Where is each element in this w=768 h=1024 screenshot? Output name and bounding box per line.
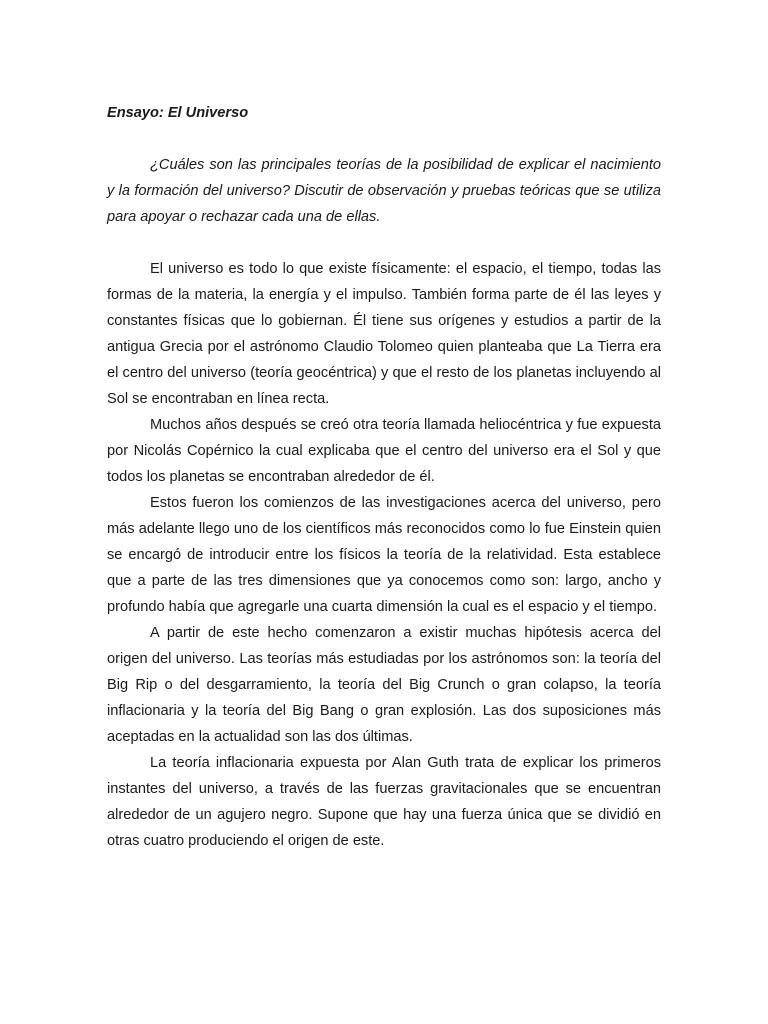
paragraph-5: La teoría inflacionaria expuesta por Alan Guth trata de explicar los primeros instantes del universo, a través de las fuerzas gravitacionales que se encuentran alrededor de un agujero negro. Supone que hay una fuerza única que se dividió en otras cuatro produciendo el origen de este.: [107, 755, 661, 849]
essay-question: ¿Cuáles son las principales teorías de la posibilidad de explicar el nacimiento y la formación del universo? Discutir de observación y pruebas teóricas que se utiliza para apoyar o rechazar cada una de ellas.: [107, 157, 661, 225]
document-page: [107, 100, 661, 854]
document-title: Ensayo: El Universo: [107, 105, 249, 121]
paragraph-2: Muchos años después se creó otra teoría llamada heliocéntrica y fue expuesta por Nicolás Copérnico la cual explicaba que el centro del universo era el Sol y que todos los planetas se encontraban alrededor de él.: [107, 417, 661, 485]
paragraph-3: Estos fueron los comienzos de las investigaciones acerca del universo, pero más adelante llego uno de los científicos más reconocidos como lo fue Einstein quien se encargó de introducir entre los físicos la teoría de la relatividad. Esta establece que a parte de las tres dimensiones que ya conocemos como son: largo, ancho y profundo había que agregarle una cuarta dimensión la cual es el espacio y el tiempo.: [107, 495, 661, 615]
paragraph-1: El universo es todo lo que existe físicamente: el espacio, el tiempo, todas las formas de la materia, la energía y el impulso. También forma parte de él las leyes y constantes físicas que lo gobiernan. Él tiene sus orígenes y estudios a partir de la antigua Grecia por el astrónomo Claudio Tolomeo quien planteaba que La Tierra era el centro del universo (teoría geocéntrica) y que el resto de los planetas incluyendo al Sol se encontraban en línea recta.: [107, 261, 661, 407]
paragraph-4: A partir de este hecho comenzaron a existir muchas hipótesis acerca del origen del universo. Las teorías más estudiadas por los astrónomos son: la teoría del Big Rip o del desgarramiento, la teoría del Big Crunch o gran colapso, la teoría inflacionaria y la teoría del Big Bang o gran explosión. Las dos suposiciones más aceptadas en la actualidad son las dos últimas.: [107, 625, 661, 745]
